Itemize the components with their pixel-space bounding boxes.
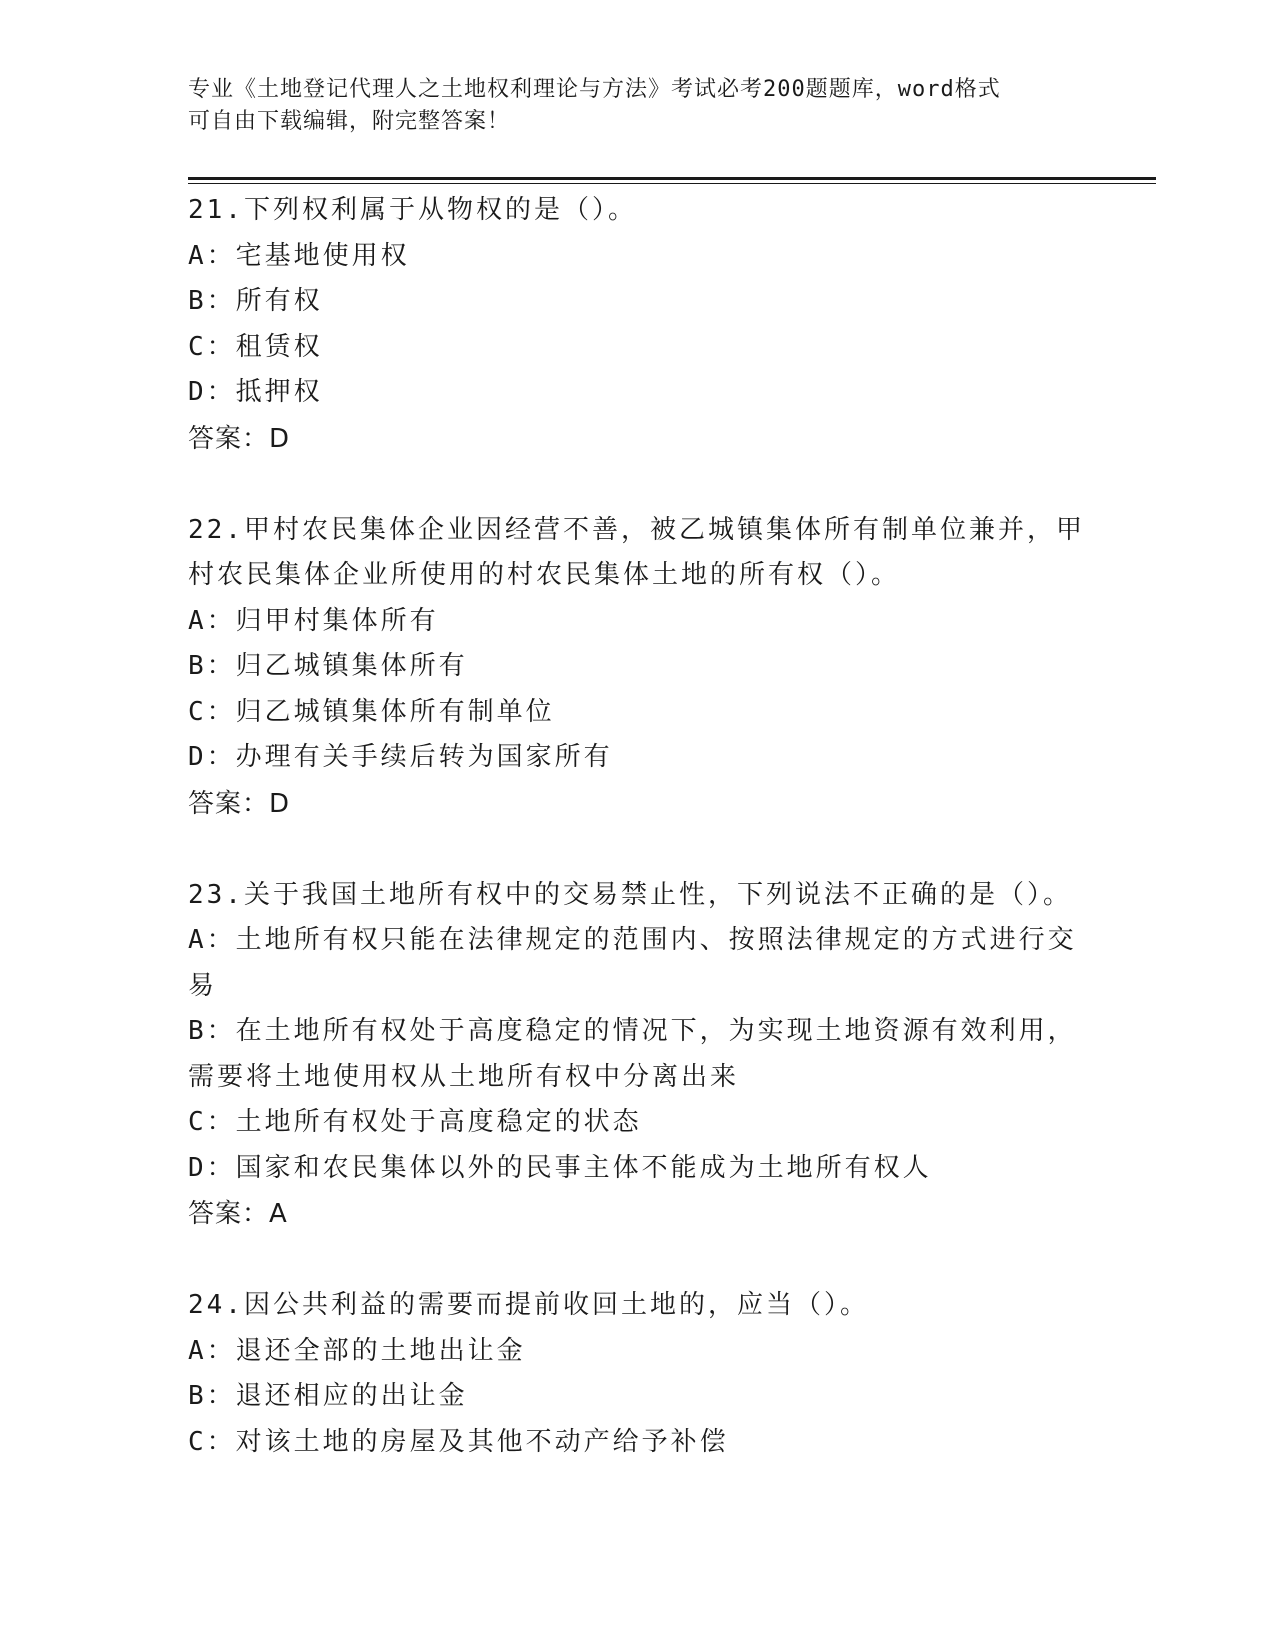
answer-option-text: B：在土地所有权处于高度稳定的情况下，为实现土地资源有效利用， <box>188 1016 1077 1046</box>
header-line-2: 可自由下载编辑，附完整答案！ <box>188 109 511 134</box>
answer-option-text: C：租赁权 <box>188 331 323 362</box>
answer-option <box>188 370 1088 416</box>
answer-key: 答案：A <box>188 1199 288 1229</box>
answer-option-text: D：国家和农民集体以外的民事主体不能成为土地所有权人 <box>188 1152 932 1183</box>
answer-option-text: A：归甲村集体所有 <box>188 605 439 636</box>
answer-option <box>188 1329 1088 1375</box>
answer-option-text: C：对该土地的房屋及其他不动产给予补偿 <box>188 1426 729 1457</box>
answer-option-text: C：土地所有权处于高度稳定的状态 <box>188 1107 642 1137</box>
document-header <box>188 74 1088 138</box>
answer-option <box>188 599 1088 645</box>
answer-option <box>188 1009 1088 1100</box>
question-list <box>188 188 1088 1511</box>
answer-option <box>188 1420 1088 1466</box>
question-text: 23.关于我国土地所有权中的交易禁止性，下列说法不正确的是（）。 <box>188 879 1072 910</box>
answer-option-text: D：抵押权 <box>188 377 323 407</box>
answer-option-text: B：归乙城镇集体所有 <box>188 651 468 681</box>
question-text: 村农民集体企业所使用的村农民集体土地的所有权（）。 <box>188 560 901 590</box>
answer-key: 答案：D <box>188 788 291 819</box>
answer-option <box>188 1374 1088 1420</box>
answer-option <box>188 644 1088 690</box>
question-block <box>188 508 1088 827</box>
answer-option-text: A：土地所有权只能在法律规定的范围内、按照法律规定的方式进行交 <box>188 925 1077 955</box>
answer-option <box>188 279 1088 325</box>
answer-option <box>188 325 1088 371</box>
answer-option-text: D：办理有关手续后转为国家所有 <box>188 742 613 772</box>
answer-option-text: B：所有权 <box>188 286 323 316</box>
question-text: 22.甲村农民集体企业因经营不善，被乙城镇集体所有制单位兼并，甲 <box>188 514 1085 545</box>
answer-option <box>188 1146 1088 1192</box>
answer-option <box>188 234 1088 280</box>
question-block <box>188 873 1088 1238</box>
header-rule-thin <box>188 183 1156 184</box>
answer-key: 答案：D <box>188 423 291 454</box>
answer-option-text: A：宅基地使用权 <box>188 240 410 271</box>
answer-option <box>188 735 1088 781</box>
question-block <box>188 188 1088 462</box>
answer-option <box>188 918 1088 1009</box>
answer-option <box>188 1100 1088 1146</box>
question-text: 21.下列权利属于从物权的是（）。 <box>188 195 637 225</box>
header-rule-thick <box>188 177 1156 180</box>
answer-option <box>188 690 1088 736</box>
answer-option-text: 易 <box>188 970 218 1001</box>
question-text: 24.因公共利益的需要而提前收回土地的，应当（）。 <box>188 1290 869 1320</box>
answer-option-text: C：归乙城镇集体所有制单位 <box>188 696 555 727</box>
answer-option-text: 需要将土地使用权从土地所有权中分离出来 <box>188 1061 740 1092</box>
answer-option-text: A：退还全部的土地出让金 <box>188 1335 526 1366</box>
header-line-1: 专业《土地登记代理人之土地权利理论与方法》考试必考200题题库，word格式 <box>188 77 1001 102</box>
answer-option-text: B：退还相应的出让金 <box>188 1381 468 1411</box>
question-block <box>188 1283 1088 1465</box>
